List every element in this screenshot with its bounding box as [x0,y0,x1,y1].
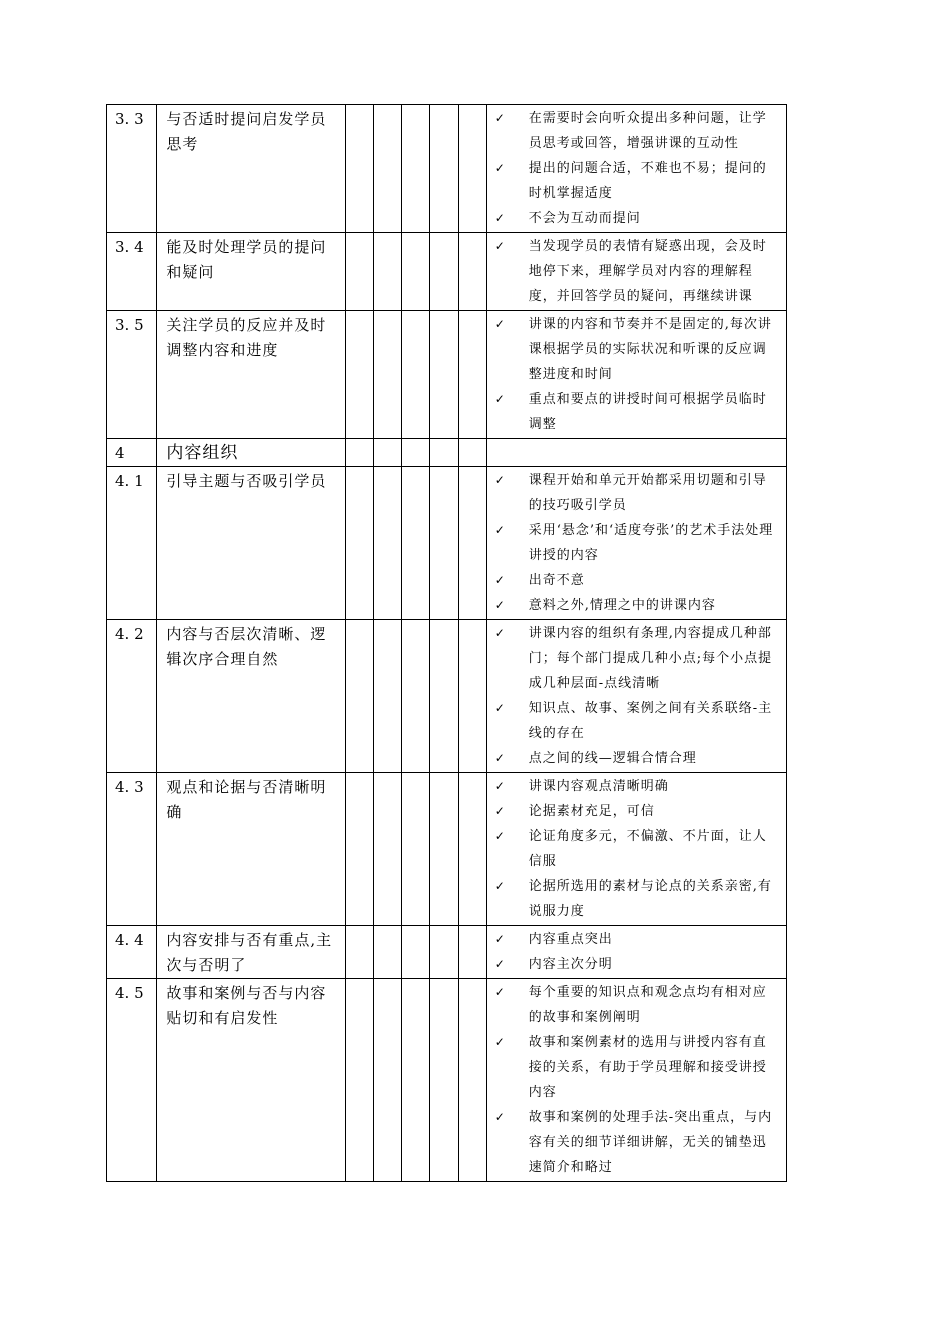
score-cell-1 [345,926,373,979]
criteria-list [495,106,780,231]
criteria-item [495,927,780,952]
evaluation-table [106,104,787,1182]
checkmark-icon: ✓ [494,879,505,893]
score-cell-5 [458,105,486,233]
criteria-text: 内容重点突出 [528,932,613,947]
score-cell-2 [373,233,401,311]
criteria-text: 在需要时会向听众提出多种问题，让学员思考或回答，增强讲课的互动性 [528,111,767,151]
criteria-item [495,206,780,231]
score-cell-5 [458,773,486,926]
row-number: 3. 5 [107,311,157,439]
criteria-text: 不会为互动而提问 [528,211,641,226]
score-cell-3 [402,773,430,926]
score-cell-5 [458,439,486,467]
criteria-cell [486,926,786,979]
checkmark-icon: ✓ [494,751,505,765]
score-cell-1 [345,311,373,439]
criteria-item [495,312,780,387]
criteria-cell [486,620,786,773]
evaluation-item: 故事和案例与否与内容贴切和有启发性 [166,984,327,1027]
evaluation-item: 关注学员的反应并及时调整内容和进度 [166,316,327,359]
criteria-list [495,621,780,771]
criteria-item [495,234,780,309]
row-number: 4. 3 [107,773,157,926]
score-cell-1 [345,233,373,311]
criteria-item [495,952,780,977]
score-cell-1 [345,105,373,233]
checkmark-icon: ✓ [494,317,505,331]
table-row [107,773,787,926]
criteria-item [495,568,780,593]
row-number: 4. 5 [107,979,157,1182]
criteria-text: 故事和案例素材的选用与讲授内容有直接的关系，有助于学员理解和接受讲授内容 [528,1035,767,1100]
score-cell-4 [430,979,458,1182]
score-cell-2 [373,773,401,926]
score-cell-3 [402,926,430,979]
table-body [107,105,787,1182]
criteria-text: 内容主次分明 [528,957,613,972]
criteria-text: 讲课内容的组织有条理,内容提成几种部门；每个部门提成几种小点;每个小点提成几种层面-点线清晰 [528,626,773,691]
criteria-text: 点之间的线—逻辑合情合理 [528,751,697,766]
score-cell-2 [373,620,401,773]
score-cell-3 [402,311,430,439]
criteria-text: 每个重要的知识点和观念点均有相对应的故事和案例阐明 [528,985,767,1025]
criteria-text: 出奇不意 [528,573,585,588]
criteria-cell [486,311,786,439]
score-cell-5 [458,620,486,773]
evaluation-item: 观点和论据与否清晰明确 [166,778,327,821]
criteria-cell [486,979,786,1182]
criteria-item [495,621,780,696]
score-cell-4 [430,467,458,620]
score-cell-1 [345,773,373,926]
table-row [107,233,787,311]
criteria-cell [486,773,786,926]
criteria-list [495,980,780,1180]
criteria-text: 当发现学员的表情有疑惑出现，会及时地停下来，理解学员对内容的理解程度，并回答学员的疑问，再继续讲课 [528,239,767,304]
criteria-list [495,927,780,977]
criteria-list [495,774,780,924]
score-cell-3 [402,467,430,620]
evaluation-item: 内容安排与否有重点,主次与否明了 [166,931,333,974]
criteria-item [495,1105,780,1180]
criteria-item [495,874,780,924]
checkmark-icon: ✓ [494,573,505,587]
score-cell-2 [373,979,401,1182]
criteria-text: 讲课的内容和节奏并不是固定的,每次讲课根据学员的实际状况和听课的反应调整进度和时间 [528,317,772,382]
criteria-text: 讲课内容观点清晰明确 [528,779,669,794]
checkmark-icon: ✓ [494,161,505,175]
row-number: 3. 3 [107,105,157,233]
row-number: 4. 2 [107,620,157,773]
criteria-item [495,696,780,746]
score-cell-4 [430,773,458,926]
evaluation-item-cell [157,926,345,979]
checkmark-icon: ✓ [494,111,505,125]
criteria-item [495,1030,780,1105]
criteria-item [495,387,780,437]
criteria-text: 采用‘悬念’和‘适度夸张’的艺术手法处理讲授的内容 [528,523,774,563]
evaluation-item-cell [157,620,345,773]
score-cell-2 [373,311,401,439]
evaluation-item-cell [157,311,345,439]
row-number: 4. 1 [107,467,157,620]
score-cell-4 [430,311,458,439]
criteria-text: 重点和要点的讲授时间可根据学员临时调整 [528,392,767,432]
score-cell-4 [430,439,458,467]
evaluation-item-cell [157,233,345,311]
section-row [107,439,787,467]
score-cell-1 [345,979,373,1182]
criteria-cell [486,105,786,233]
evaluation-item-cell [157,467,345,620]
evaluation-item: 内容与否层次清晰、逻辑次序合理自然 [166,625,327,668]
checkmark-icon: ✓ [494,829,505,843]
checkmark-icon: ✓ [494,957,505,971]
criteria-item [495,980,780,1030]
table-row [107,105,787,233]
criteria-item [495,156,780,206]
criteria-list [495,468,780,618]
checkmark-icon: ✓ [494,598,505,612]
row-number: 4 [107,439,157,467]
criteria-item [495,824,780,874]
score-cell-2 [373,926,401,979]
checkmark-icon: ✓ [494,701,505,715]
criteria-text: 意料之外,情理之中的讲课内容 [528,598,716,613]
checkmark-icon: ✓ [494,392,505,406]
criteria-text: 课程开始和单元开始都采用切题和引导的技巧吸引学员 [528,473,767,513]
evaluation-item: 能及时处理学员的提问和疑问 [166,238,327,281]
score-cell-3 [402,979,430,1182]
evaluation-item: 与否适时提问启发学员思考 [166,110,327,153]
score-cell-2 [373,439,401,467]
criteria-text: 知识点、故事、案例之间有关系联络-主线的存在 [528,701,773,741]
score-cell-4 [430,233,458,311]
table-row [107,467,787,620]
table-row [107,926,787,979]
criteria-item [495,518,780,568]
section-title-cell [157,439,345,467]
section-title: 内容组织 [166,443,239,463]
checkmark-icon: ✓ [494,932,505,946]
score-cell-3 [402,233,430,311]
evaluation-item: 引导主题与否吸引学员 [166,472,327,490]
criteria-text: 论证角度多元，不偏激、不片面，让人信服 [528,829,767,869]
criteria-item [495,593,780,618]
checkmark-icon: ✓ [494,1035,505,1049]
table-row [107,620,787,773]
evaluation-item-cell [157,105,345,233]
criteria-cell [486,233,786,311]
criteria-cell [486,467,786,620]
criteria-text: 论据所选用的素材与论点的关系亲密,有说服力度 [528,879,772,919]
checkmark-icon: ✓ [494,1110,505,1124]
criteria-item [495,106,780,156]
score-cell-2 [373,105,401,233]
criteria-item [495,799,780,824]
criteria-list [495,234,780,309]
checkmark-icon: ✓ [494,626,505,640]
criteria-text: 论据素材充足，可信 [528,804,655,819]
score-cell-4 [430,926,458,979]
criteria-list [495,312,780,437]
score-cell-4 [430,620,458,773]
checkmark-icon: ✓ [494,239,505,253]
score-cell-1 [345,467,373,620]
row-number: 4. 4 [107,926,157,979]
criteria-item [495,774,780,799]
checkmark-icon: ✓ [494,985,505,999]
criteria-item [495,468,780,518]
criteria-text: 故事和案例的处理手法-突出重点，与内容有关的细节详细讲解，无关的铺垫迅速简介和略过 [528,1110,773,1175]
score-cell-2 [373,467,401,620]
score-cell-1 [345,620,373,773]
checkmark-icon: ✓ [494,779,505,793]
checkmark-icon: ✓ [494,523,505,537]
score-cell-5 [458,311,486,439]
checkmark-icon: ✓ [494,211,505,225]
evaluation-item-cell [157,773,345,926]
score-cell-3 [402,439,430,467]
score-cell-5 [458,979,486,1182]
row-number: 3. 4 [107,233,157,311]
score-cell-5 [458,233,486,311]
score-cell-3 [402,620,430,773]
score-cell-4 [430,105,458,233]
table-row [107,979,787,1182]
score-cell-5 [458,926,486,979]
criteria-text: 提出的问题合适，不难也不易；提问的时机掌握适度 [528,161,767,201]
checkmark-icon: ✓ [494,804,505,818]
checkmark-icon: ✓ [494,473,505,487]
score-cell-1 [345,439,373,467]
criteria-cell [486,439,786,467]
table-row [107,311,787,439]
score-cell-5 [458,467,486,620]
criteria-item [495,746,780,771]
score-cell-3 [402,105,430,233]
evaluation-item-cell [157,979,345,1182]
